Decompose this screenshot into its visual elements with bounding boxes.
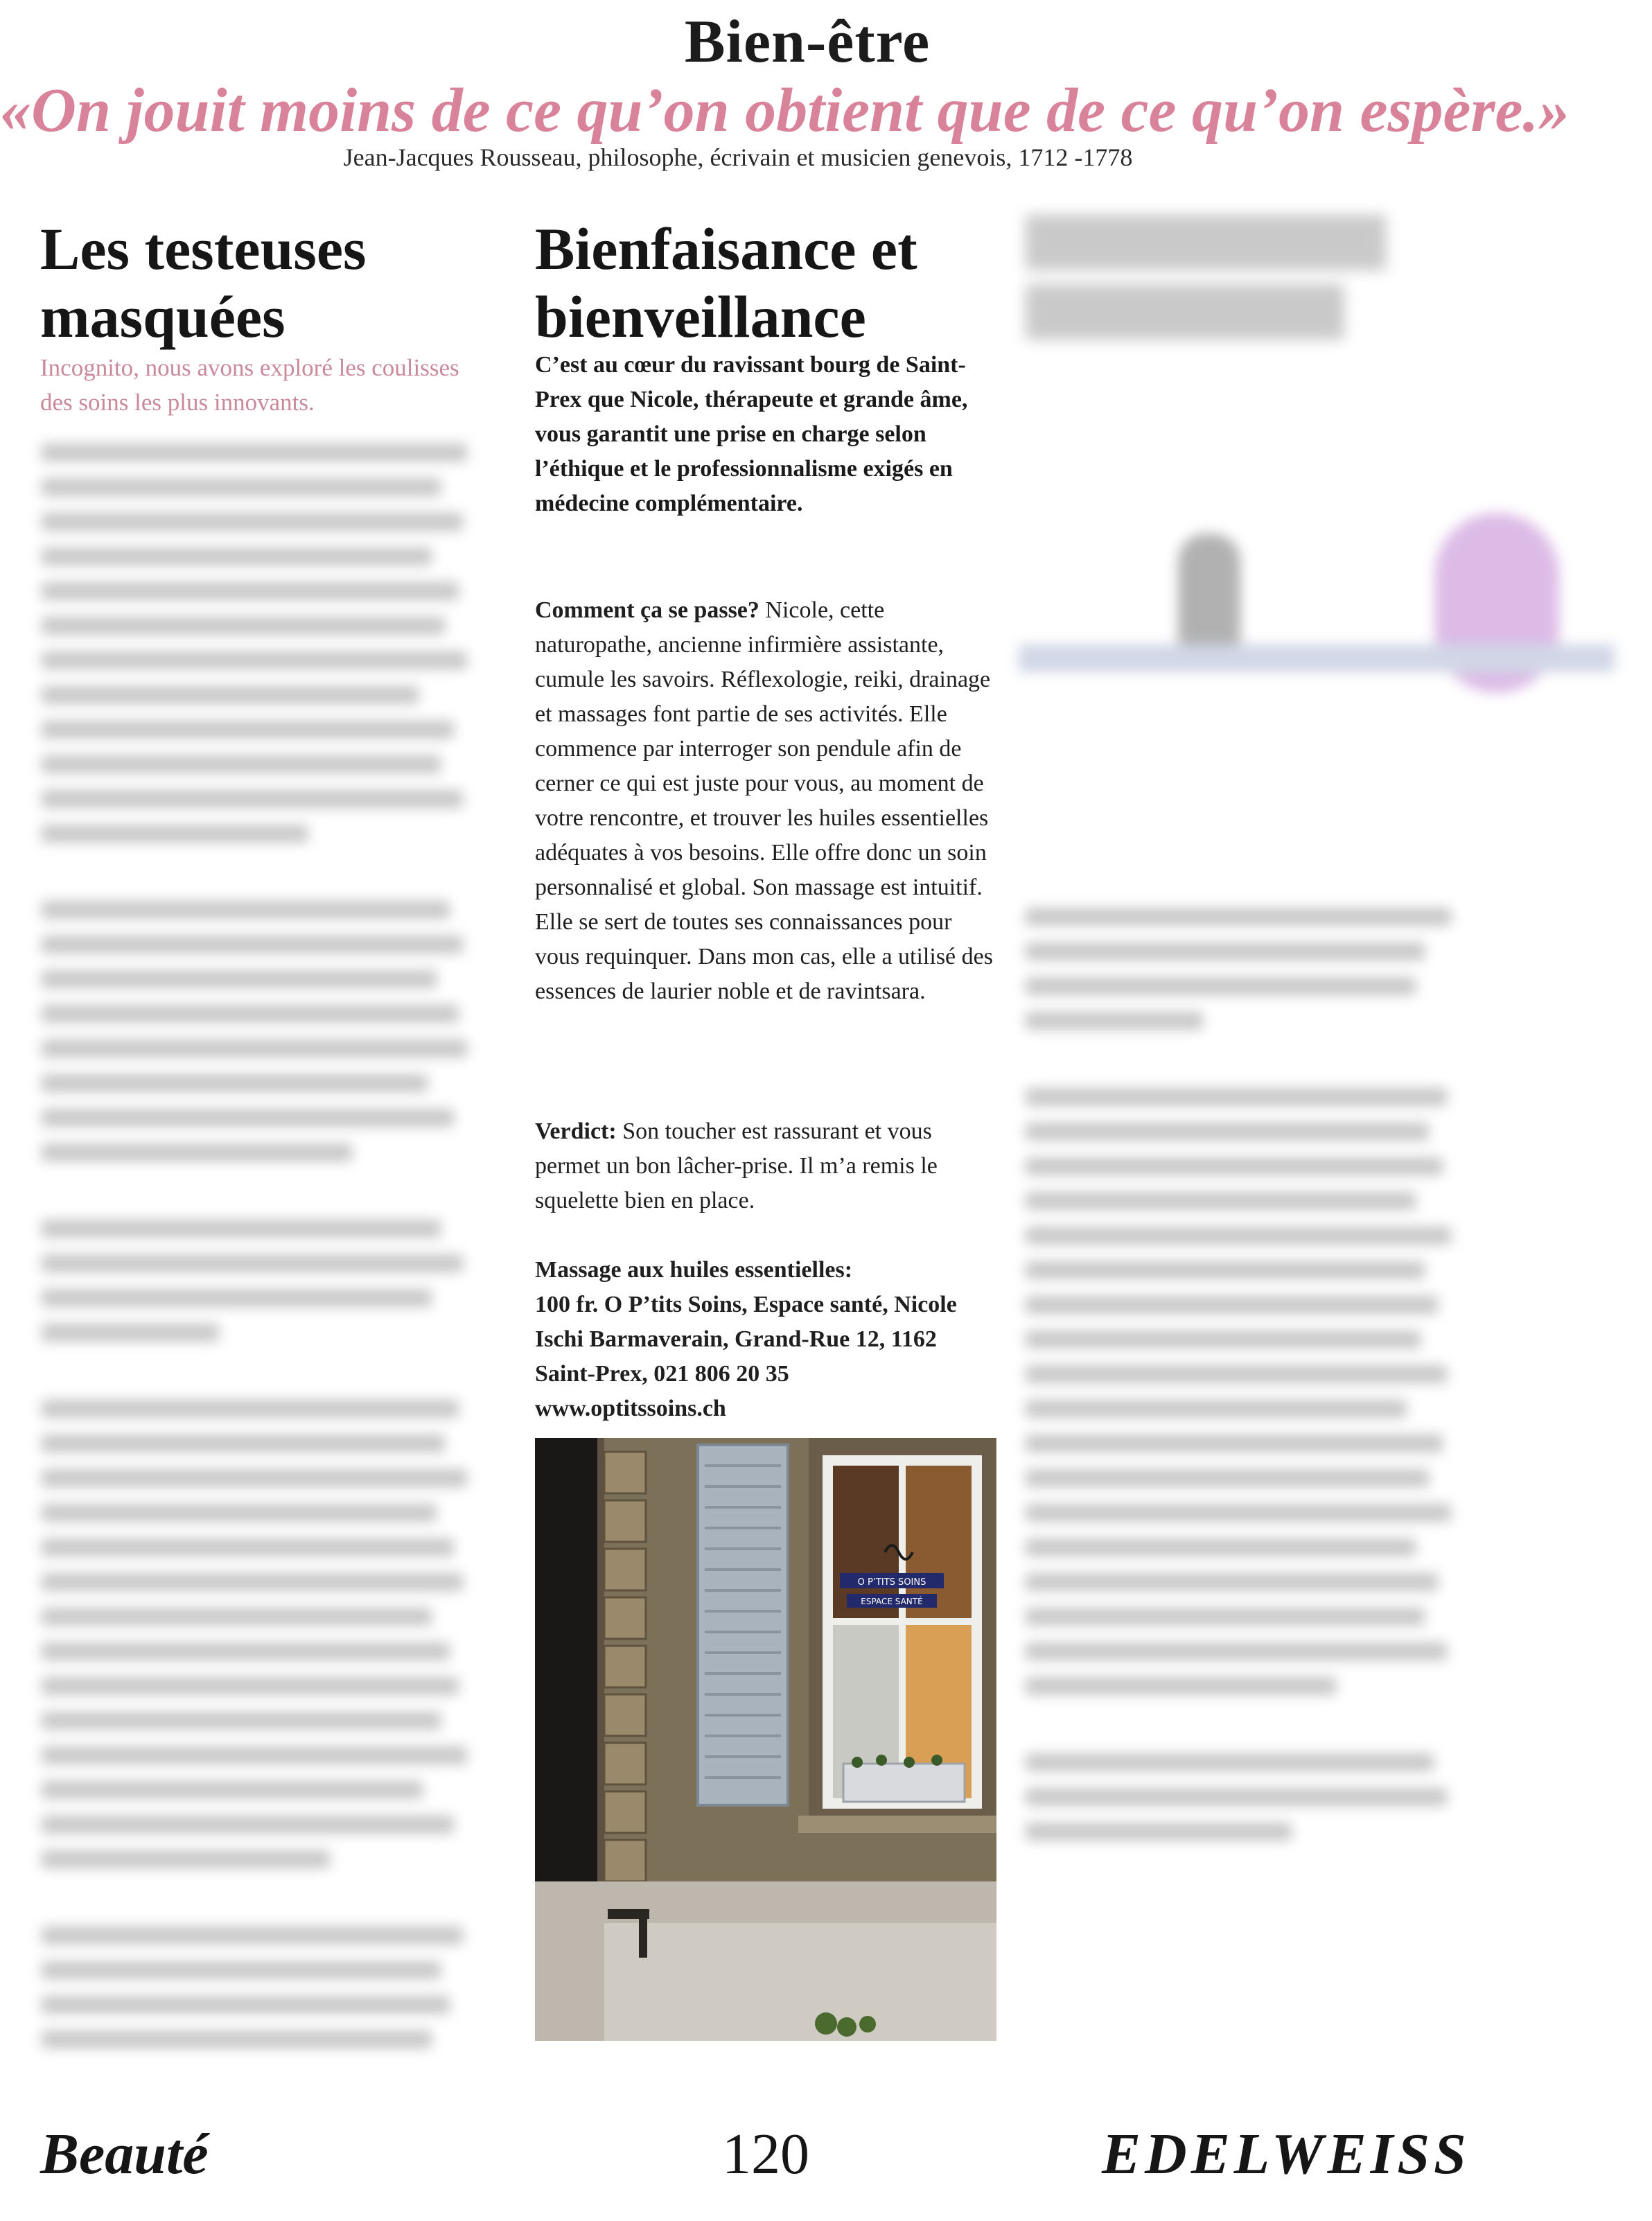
- verdict-text: Son toucher est rassurant et vous permet un bon lâcher-prise. Il m’a remis le squelette bien en place.: [535, 1118, 938, 1213]
- info-service: Massage aux huiles essentielles:: [535, 1257, 853, 1283]
- practical-info: [535, 1253, 999, 1426]
- section-title: Bien-être: [684, 8, 931, 76]
- right-blurred-image: [1019, 513, 1615, 804]
- left-article-subtitle: Incognito, nous avons exploré les coulisses des soins les plus innovants.: [40, 354, 459, 416]
- how-it-works-text: Nicole, cette naturopathe, ancienne infirmière assistante, cumule les savoirs. Réflexologie, reiki, drainage et massages font partie de ses activités. Elle commence par interroger son pendule afin de cerner ce qui est juste pour vous, au moment de votre rencontre, et trouver les huiles essentielles adéquates à vos besoins. Elle offre donc un soin personnalisé et global. Son massage est intuitif. Elle se sert de toutes ses connaissances pour vous requinquer. Dans mon cas, elle a utilisé des essences de laurier noble et de ravintsara.: [535, 597, 993, 1004]
- verdict-label: Verdict:: [535, 1118, 617, 1144]
- right-article-title-blurred: [1026, 215, 1455, 340]
- magazine-name: EDELWEISS: [1102, 2122, 1470, 2186]
- info-website: www.optitssoins.ch: [535, 1396, 726, 1421]
- quote-author: Jean-Jacques Rousseau, philosophe, écrivain et musicien genevois, 1712 -1778: [343, 143, 1133, 171]
- left-article-title: Les testeuses masquées: [40, 216, 367, 350]
- sign-text-1: O P’TITS SOINS: [857, 1577, 926, 1588]
- left-blurred-text: [42, 444, 485, 2065]
- how-it-works-paragraph: [535, 593, 999, 1009]
- center-article-title: Bienfaisance et bienveillance: [535, 216, 917, 350]
- pull-quote: «On jouit moins de ce qu’on obtient que de ce qu’on espère.»: [0, 76, 1570, 145]
- page-number: 120: [722, 2122, 809, 2186]
- how-it-works-label: Comment ça se passe?: [535, 597, 759, 623]
- right-blurred-text: [1026, 908, 1469, 1857]
- verdict-paragraph: [535, 1114, 999, 1218]
- sign-text-2: ESPACE SANTÉ: [861, 1597, 923, 1606]
- center-article-lead: C’est au cœur du ravissant bourg de Saint-Prex que Nicole, thérapeute et grande âme, vous garantit une prise en charge selon l’éthique et le professionnalisme exigés en médecine complémentaire.: [535, 352, 968, 516]
- footer-section-name: Beauté: [40, 2122, 209, 2186]
- storefront-photo: [535, 1438, 996, 2041]
- storefront-illustration: [535, 1438, 996, 2041]
- info-address: 100 fr. O P’tits Soins, Espace santé, Nicole Ischi Barmaverain, Grand-Rue 12, 1162 Saint-Prex, 021 806 20 35: [535, 1292, 957, 1387]
